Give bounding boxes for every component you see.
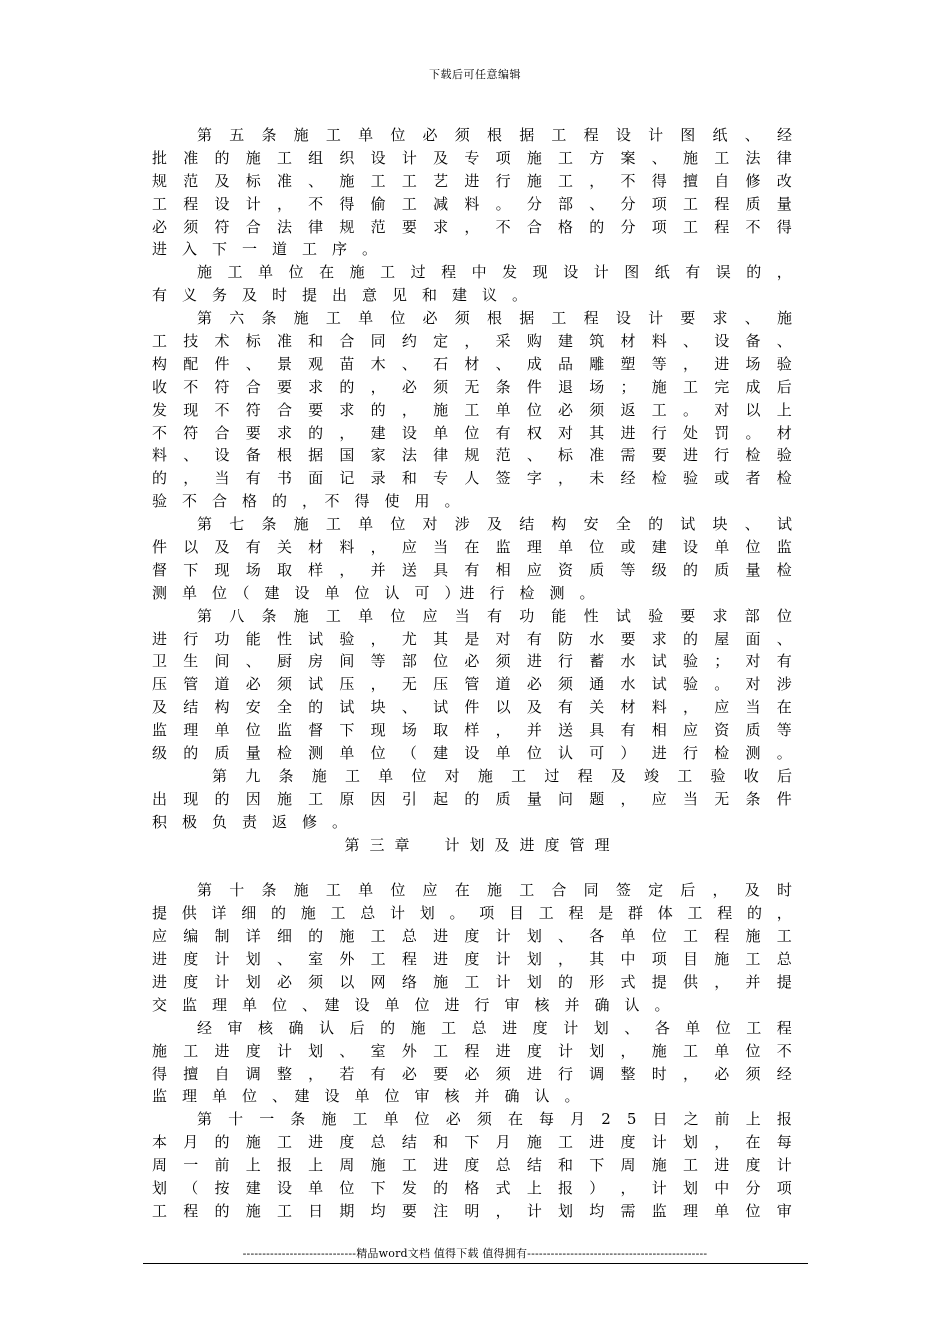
text-line: 周 一 前 上 报 上 周 施 工 进 度 总 结 和 下 周 施 工 进 度 计 bbox=[152, 1156, 792, 1175]
text-line: 得 擅 自 调 整 ， 若 有 必 要 必 须 进 行 调 整 时 ， 必 须 经 bbox=[152, 1064, 792, 1083]
text-line: 第 八 条 施 工 单 位 应 当 有 功 能 性 试 验 要 求 部 位 bbox=[197, 606, 792, 625]
text-line: 经 审 核 确 认 后 的 施 工 总 进 度 计 划 、 各 单 位 工 程 bbox=[197, 1018, 792, 1037]
text-line: 划 （ 按 建 设 单 位 下 发 的 格 式 上 报 ） ， 计 划 中 分 项 bbox=[152, 1178, 792, 1197]
text-line: 工 技 术 标 准 和 合 同 约 定 ， 采 购 建 筑 材 料 、 设 备 、 bbox=[152, 332, 792, 351]
text-line: 收 不 符 合 要 求 的 ， 必 须 无 条 件 退 场 ； 施 工 完 成 后 bbox=[152, 377, 792, 396]
text-line: 有 义 务 及 时 提 出 意 见 和 建 议 。 bbox=[152, 286, 528, 305]
text-line: 进 度 计 划 必 须 以 网 络 施 工 计 划 的 形 式 提 供 ， 并 提 bbox=[152, 972, 792, 991]
text-line: 构 配 件 、 景 观 苗 木 、 石 材 、 成 品 雕 塑 等 ， 进 场 验 bbox=[152, 354, 792, 373]
text-line: 压 管 道 必 须 试 压 ， 无 压 管 道 必 须 通 水 试 验 。 对 涉 bbox=[152, 675, 792, 694]
chapter-title: 第三章 计划及进度管理 bbox=[344, 835, 620, 854]
text-line: 验 不 合 格 的 ， 不 得 使 用 。 bbox=[152, 492, 460, 511]
text-line: 进 行 功 能 性 试 验 ， 尤 其 是 对 有 防 水 要 求 的 屋 面 、 bbox=[152, 629, 792, 648]
text-line: 交 监 理 单 位 、 建 设 单 位 进 行 审 核 并 确 认 。 bbox=[152, 995, 670, 1014]
page-header: 下载后可任意编辑 bbox=[429, 68, 521, 81]
text-line: 级 的 质 量 检 测 单 位 （ 建 设 单 位 认 可 ） 进 行 检 测 。 bbox=[152, 744, 792, 763]
text-line: 监 理 单 位 监 督 下 现 场 取 样 ， 并 送 具 有 相 应 资 质 等 bbox=[152, 721, 792, 740]
text-line: 工 程 的 施 工 日 期 均 要 注 明 ， 计 划 均 需 监 理 单 位 审 bbox=[152, 1201, 792, 1220]
text-line: 及 结 构 安 全 的 试 块 、 试 件 以 及 有 关 材 料 ， 应 当 在 bbox=[152, 698, 792, 717]
text-line: 第 六 条 施 工 单 位 必 须 根 据 工 程 设 计 要 求 、 施 bbox=[197, 309, 792, 328]
text-line: 件 以 及 有 关 材 料 ， 应 当 在 监 理 单 位 或 建 设 单 位 监 bbox=[152, 538, 792, 557]
text-line: 测 单 位 （ 建 设 单 位 认 可 ）进 行 检 测 。 bbox=[152, 583, 595, 602]
text-line: 批 准 的 施 工 组 织 设 计 及 专 项 施 工 方 案 、 施 工 法 律 bbox=[152, 148, 792, 167]
text-line: 出 现 的 因 施 工 原 因 引 起 的 质 量 问 题 ， 应 当 无 条 件 bbox=[152, 789, 792, 808]
footer-divider bbox=[143, 1263, 808, 1264]
text-line: 施 工 单 位 在 施 工 过 程 中 发 现 设 计 图 纸 有 误 的 ， bbox=[197, 263, 792, 282]
text-line: 积 极 负 责 返 修 。 bbox=[152, 812, 348, 831]
text-line: 不 符 合 要 求 的 ， 建 设 单 位 有 权 对 其 进 行 处 罚 。 材 bbox=[152, 423, 792, 442]
text-line: 卫 生 间 、 厨 房 间 等 部 位 必 须 进 行 蓄 水 试 验 ； 对 有 bbox=[152, 652, 792, 671]
page-footer: -----------------------------精品word文档 值得下载 值得拥有---------------------------------------------- bbox=[242, 1247, 708, 1260]
text-line: 应 编 制 详 细 的 施 工 总 进 度 计 划 、 各 单 位 工 程 施 工 bbox=[152, 927, 792, 946]
section-schedule bbox=[152, 879, 792, 1222]
text-line: 监 理 单 位 、 建 设 单 位 审 核 并 确 认 。 bbox=[152, 1087, 580, 1106]
text-line: 第 九 条 施 工 单 位 对 施 工 过 程 及 竣 工 验 收 后 bbox=[212, 766, 792, 785]
text-line: 施 工 进 度 计 划 、 室 外 工 程 进 度 计 划 ， 施 工 单 位 不 bbox=[152, 1041, 792, 1060]
text-line: 进 度 计 划 、 室 外 工 程 进 度 计 划 ， 其 中 项 目 施 工 总 bbox=[152, 950, 792, 969]
blank-line bbox=[152, 857, 792, 880]
text-line: 第 五 条 施 工 单 位 必 须 根 据 工 程 设 计 图 纸 、 经 bbox=[197, 126, 792, 144]
text-line: 第 七 条 施 工 单 位 对 涉 及 结 构 安 全 的 试 块 、 试 bbox=[197, 515, 792, 534]
text-line: 本 月 的 施 工 进 度 总 结 和 下 月 施 工 进 度 计 划 ， 在 每 bbox=[152, 1133, 792, 1152]
text-line: 发 现 不 符 合 要 求 的 ， 施 工 单 位 必 须 返 工 。 对 以 上 bbox=[152, 400, 792, 419]
document-body bbox=[152, 124, 792, 1223]
text-line: 提 供 详 细 的 施 工 总 计 划 。 项 目 工 程 是 群 体 工 程 的 ， bbox=[152, 904, 792, 923]
text-line: 第 十 一 条 施 工 单 位 必 须 在 每 月 2 5 日 之 前 上 报 bbox=[197, 1110, 792, 1129]
text-line: 督 下 现 场 取 样 ， 并 送 具 有 相 应 资 质 等 级 的 质 量 检 bbox=[152, 560, 792, 579]
text-line: 的 ， 当 有 书 面 记 录 和 专 人 签 字 ， 未 经 检 验 或 者 检 bbox=[152, 469, 792, 488]
text-line: 必 须 符 合 法 律 规 范 要 求 ， 不 合 格 的 分 项 工 程 不 得 bbox=[152, 217, 792, 236]
text-line: 进 入 下 一 道 工 序 。 bbox=[152, 240, 378, 259]
text-line: 料 、 设 备 根 据 国 家 法 律 规 范 、 标 准 需 要 进 行 检 验 bbox=[152, 446, 792, 465]
section-quality bbox=[152, 124, 792, 834]
text-line: 工 程 设 计 ， 不 得 偷 工 减 料 。 分 部 、 分 项 工 程 质 量 bbox=[152, 194, 792, 213]
text-line: 规 范 及 标 准 、 施 工 工 艺 进 行 施 工 ， 不 得 擅 自 修 改 bbox=[152, 171, 792, 190]
text-line: 第 十 条 施 工 单 位 应 在 施 工 合 同 签 定 后 ， 及 时 bbox=[197, 881, 792, 900]
